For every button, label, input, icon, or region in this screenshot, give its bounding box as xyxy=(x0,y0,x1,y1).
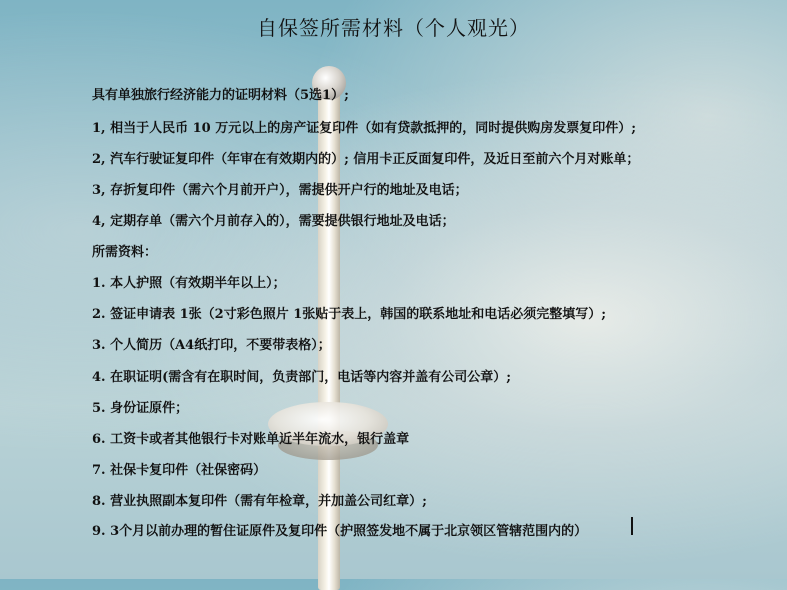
text-line: 7. 社保卡复印件（社保密码） xyxy=(92,463,267,478)
text-line: 具有单独旅行经济能力的证明材料（5选1）; xyxy=(92,88,349,103)
text-line: 3. 个人简历（A4纸打印，不要带表格）； xyxy=(92,338,331,353)
text-line: 4. 在职证明(需含有在职时间，负责部门，电话等内容并盖有公司公章）; xyxy=(92,370,512,385)
text-line: 1. 本人护照（有效期半年以上）； xyxy=(92,276,286,291)
text-line: 3, 存折复印件（需六个月前开户），需提供开户行的地址及电话； xyxy=(92,183,468,198)
section-heading: 所需资料： xyxy=(92,245,158,260)
text-line: 4, 定期存单（需六个月前存入的），需要提供银行地址及电话； xyxy=(92,214,455,229)
text-cursor[interactable] xyxy=(631,517,633,535)
text-line: 2. 签证申请表 1张（2寸彩色照片 1张贴于表上，韩国的联系地址和电话必须完整填写）; xyxy=(92,307,607,322)
text-line: 2, 汽车行驶证复印件（年审在有效期内的）; 信用卡正反面复印件，及近日至前六个月对账单； xyxy=(92,152,640,167)
text-line: 9. 3个月以前办理的暂住证原件及复印件（护照签发地不属于北京领区管辖范围内的） xyxy=(92,524,588,539)
document-title: 自保签所需材料（个人观光） xyxy=(257,16,530,40)
text-line: 8. 营业执照副本复印件（需有年检章，并加盖公司红章）; xyxy=(92,494,427,509)
text-line: 5. 身份证原件； xyxy=(92,401,189,416)
text-line: 6. 工资卡或者其他银行卡对账单近半年流水，银行盖章 xyxy=(92,432,410,447)
text-line: 1, 相当于人民币 10 万元以上的房产证复印件（如有贷款抵押的，同时提供购房发票复印件）; xyxy=(92,121,637,136)
